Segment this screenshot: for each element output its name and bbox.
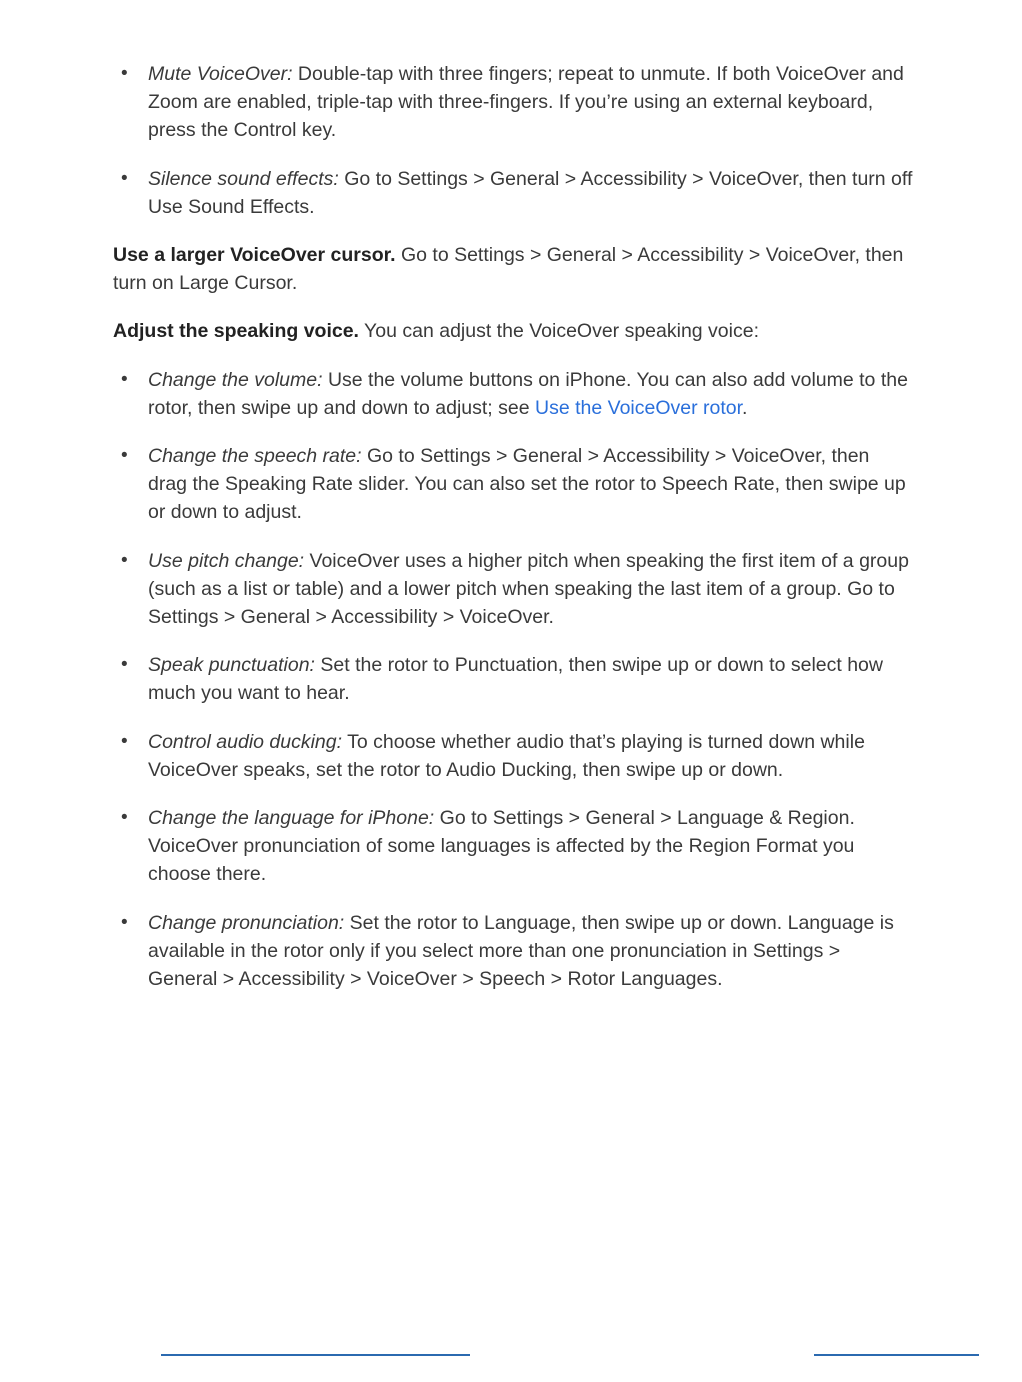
paragraph-title: Use a larger VoiceOver cursor. xyxy=(113,244,396,267)
item-term: Control audio ducking: xyxy=(148,730,343,753)
list-item xyxy=(113,651,913,707)
document-body xyxy=(113,60,913,1013)
list-item xyxy=(113,366,913,422)
item-term: Use pitch change: xyxy=(148,549,305,572)
list-item xyxy=(113,804,913,889)
item-term: Change pronunciation: xyxy=(148,911,345,934)
item-term: Change the language for iPhone: xyxy=(148,807,435,830)
list-item xyxy=(113,165,913,221)
bullet-icon: • xyxy=(121,654,128,676)
item-text: Go to Settings > General > Language & Region. VoiceOver pronunciation of some languages is affected by the Region Format you choose there. xyxy=(148,807,855,886)
footer-rule-right xyxy=(814,1354,979,1356)
item-text: Go to Settings > General > Accessibility > VoiceOver, then turn off Use Sound Effects. xyxy=(148,167,913,218)
item-text: To choose whether audio that’s playing is turned down while VoiceOver speaks, set the rotor to Audio Ducking, then swipe up or down. xyxy=(148,730,865,781)
list-item xyxy=(113,728,913,784)
list-item xyxy=(113,442,913,527)
bullet-icon: • xyxy=(121,730,128,752)
bullet-icon: • xyxy=(121,445,128,467)
bullet-icon: • xyxy=(121,63,128,84)
bullet-icon: • xyxy=(121,368,128,390)
item-term: Mute VoiceOver: xyxy=(148,63,293,85)
item-text-end: . xyxy=(742,396,748,419)
voiceover-rotor-link[interactable]: Use the VoiceOver rotor xyxy=(535,396,743,419)
paragraph-text: You can adjust the VoiceOver speaking voice: xyxy=(358,320,760,343)
item-text: Set the rotor to Language, then swipe up or down. Language is available in the rotor only if you select more than one pronunciation in Settings > General > Accessibility > VoiceOver > Speech > Rotor Languages. xyxy=(148,911,894,991)
item-term: Speak punctuation: xyxy=(148,654,315,677)
item-term: Change the speech rate: xyxy=(148,445,362,468)
list-item xyxy=(113,547,913,632)
footer-rule-left xyxy=(161,1354,470,1356)
item-term: Silence sound effects: xyxy=(148,167,339,190)
bullet-icon: • xyxy=(121,807,128,829)
paragraph-large-cursor xyxy=(113,241,913,297)
item-text: Set the rotor to Punctuation, then swipe up or down to select how much you want to hear. xyxy=(148,654,883,705)
item-text: VoiceOver uses a higher pitch when speaking the first item of a group (such as a list or table) and a lower pitch when speaking the last item of a group. Go to Settings > General > Accessibility > VoiceOver. xyxy=(148,549,909,629)
paragraph-speaking-voice xyxy=(113,317,913,345)
paragraph-text: Go to Settings > General > Accessibility > VoiceOver, then turn on Large Cursor. xyxy=(113,244,904,295)
bullet-list-voice xyxy=(113,366,913,994)
bullet-icon: • xyxy=(121,911,128,933)
bullet-icon: • xyxy=(121,549,128,571)
list-item xyxy=(113,909,913,994)
bullet-icon: • xyxy=(121,167,128,189)
bullet-list-top xyxy=(113,60,913,221)
item-text: Double-tap with three fingers; repeat to unmute. If both VoiceOver and Zoom are enabled, triple-tap with three-fingers. If you’re using an external keyboard, press the Control key. xyxy=(148,63,904,142)
item-text: Go to Settings > General > Accessibility > VoiceOver, then drag the Speaking Rate slider. You can also set the rotor to Speech Rate, then swipe up or down to adjust. xyxy=(148,445,906,524)
paragraph-title: Adjust the speaking voice. xyxy=(113,320,359,343)
item-text: Use the volume buttons on iPhone. You can also add volume to the rotor, then swipe up and down to adjust; see xyxy=(148,368,908,419)
item-term: Change the volume: xyxy=(148,368,323,391)
list-item xyxy=(113,60,913,145)
